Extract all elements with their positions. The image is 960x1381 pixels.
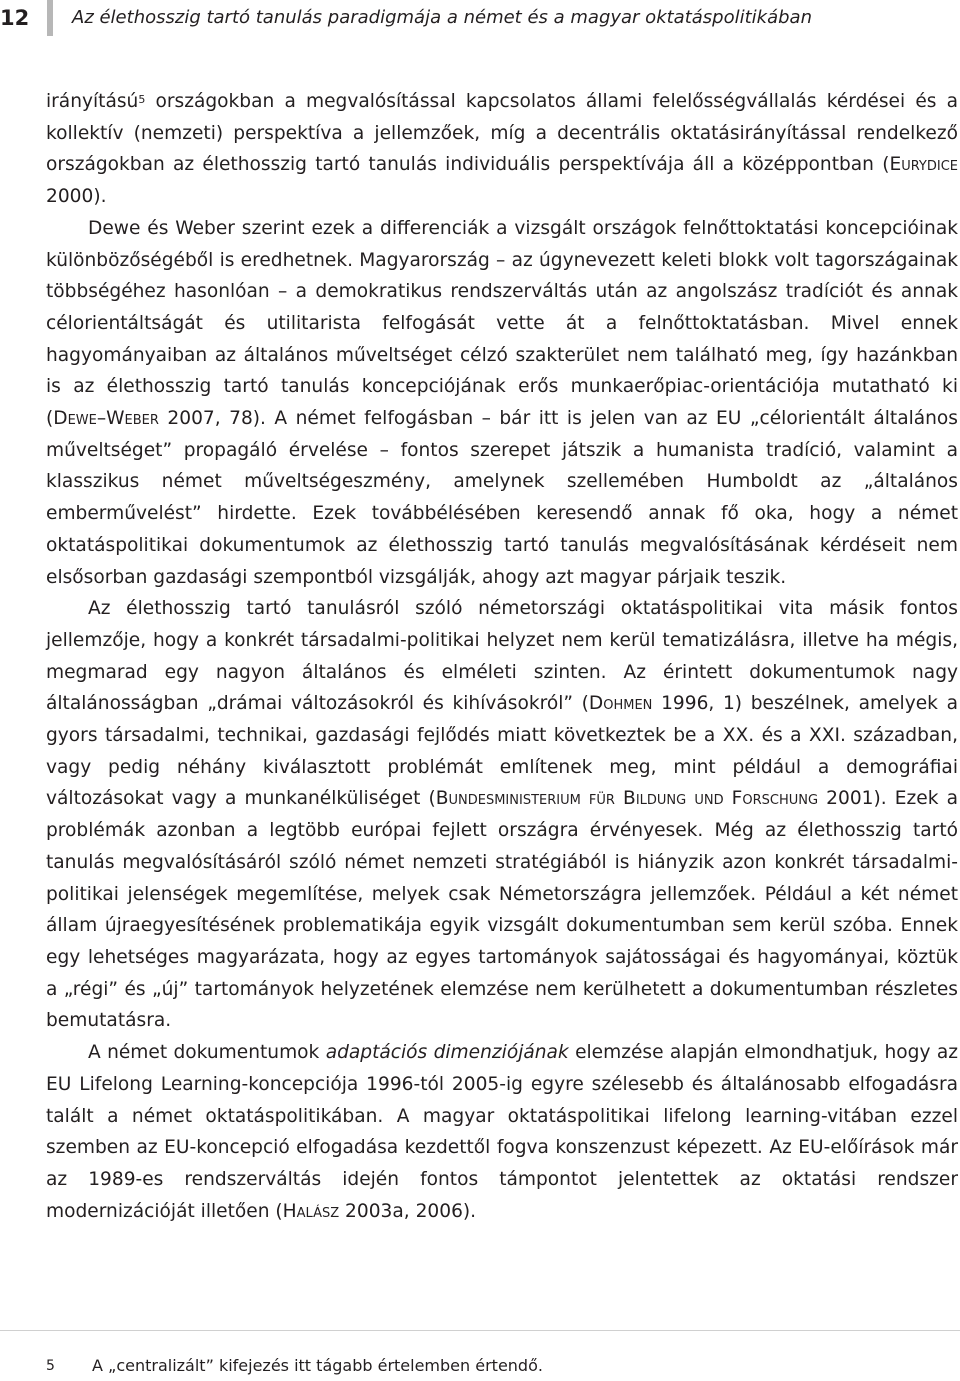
paragraph-3: Az élethosszig tartó tanulásról szóló németországi oktatáspolitikai vita másik fontos jellemzője, hogy a konkrét társadalmi-politikai helyzet nem kerül tematizálásra, illetve ha mégis, megmarad egy nagyon általános és elméleti szinten. Az érintett dokumentumok nagy általánosságban „drámai változásokról és kihívásokról” (Dohmen 1996, 1) beszélnek, amelyek a gyors társadalmi, technikai, gazdasági fejlődés miatt következtek be a XX. és a XXI. században, vagy pedig néhány kiválasztott problémát említenek meg, mint például a demográfiai változásokat vagy a munkanélküliséget (Bundesministerium für Bildung und Forschung 2001). Ezek a problémák azonban a legtöbb európai fejlett országra érvényesek. Még az élethosszig tartó tanulás megvalósításáról szóló német nemzeti stratégiából is hiányzik azon konkrét társadalmi-politikai jelenségek megemlítése, melyek csak Németországra jellemzőek. Például a két német állam újraegyesítésének problematikája egyik vizsgált dokumentumban sem kerül szóba. Ennek egy lehetséges magyarázata, hogy az egyes tartományok sajátosságai és hagyományai, köztük a „régi” és „új” tartományok helyzetének elemzése nem kerülhetett a dokumentumban részletes bemutatásra. [46, 598, 958, 1032]
footnote-reference: 5 [138, 93, 146, 106]
footnote-text: A „centralizált” kifejezés itt tágabb értelemben értendő. [92, 1356, 543, 1375]
page-number: 12 [0, 6, 30, 30]
running-header [0, 0, 960, 40]
citation: Dewe–Weber [53, 408, 159, 430]
footnote-separator [0, 1330, 960, 1331]
citation: Dohmen [588, 693, 653, 715]
paragraph-1: irányítású$^5$ országokban a megvalósítással kapcsolatos állami felelősségvállalás kérdései és a kollektív (nemzeti) perspektíva a jellemzőek, míg a decentrális oktatásirányítással rendelkező országokban az élethosszig tartó tanulás individuális perspektívája áll a középpontban (Eurydice 2000). [46, 91, 958, 208]
footnote-number: 5 [46, 1358, 55, 1374]
body-text [46, 86, 958, 1227]
citation: Bundesministerium für Bildung und Forschung [435, 788, 819, 810]
citation: Halász [282, 1200, 340, 1222]
paragraph-2: Dewe és Weber szerint ezek a differenciák a vizsgált országok felnőttoktatási koncepcióinak különbözőségéből is eredhetnek. Magyarország – az úgynevezett keleti blokk volt tagországainak többségéhez hasonlóan – a demokratikus rendszerváltás után az angolszász tradíciót és annak célorientáltságát és utilitarista felfogását vette át a felnőttoktatásban. Mivel ennek hagyományaiban az általános műveltséget célzó szakterület nem található meg, így hazánkban is az élethosszig tartó tanulás koncepciójának erős munkaerőpiac-orientációja mutatható ki (Dewe–Weber 2007, 78). A német felfogásban – bár itt is jelen van az EU „célorientált általános műveltséget” propagáló érvelése – fontos szerepet játszik a humanista tradíció, valamint a klasszikus német műveltségeszmény, amelynek szellemében Humboldt az „általános emberművelést” hirdette. Ezek továbbélésében keresendő annak fő oka, hogy a német oktatáspolitikai dokumentumok az élethosszig tartó tanulás megvalósításának kérdéseit nem elsősorban gazdasági szempontból vizsgálják, ahogy azt magyar párjaik teszik. [46, 217, 958, 588]
header-divider [47, 0, 53, 36]
emphasis: adaptációs dimenziójának [325, 1042, 569, 1064]
running-title: Az élethosszig tartó tanulás paradigmája a német és a magyar oktatáspolitikában [72, 7, 812, 28]
citation: Eurydice [889, 154, 958, 176]
paragraph-4: A német dokumentumok adaptációs dimenziójának elemzése alapján elmondhatjuk, hogy az EU Lifelong Learning-koncepciója 1996-tól 2005-ig egyre szélesebb és általánosabb elfogadásra talált a német oktatáspolitikában. A magyar oktatáspolitikai lifelong learning-vitában ezzel szemben az EU-koncepció elfogadása kezdettől fogva konszenzust képezett. Az EU-előírások már az 1989-es rendszerváltás idején fontos támpontot jelentettek az oktatási rendszer modernizációját illetően (Halász 2003a, 2006). [46, 1042, 958, 1222]
